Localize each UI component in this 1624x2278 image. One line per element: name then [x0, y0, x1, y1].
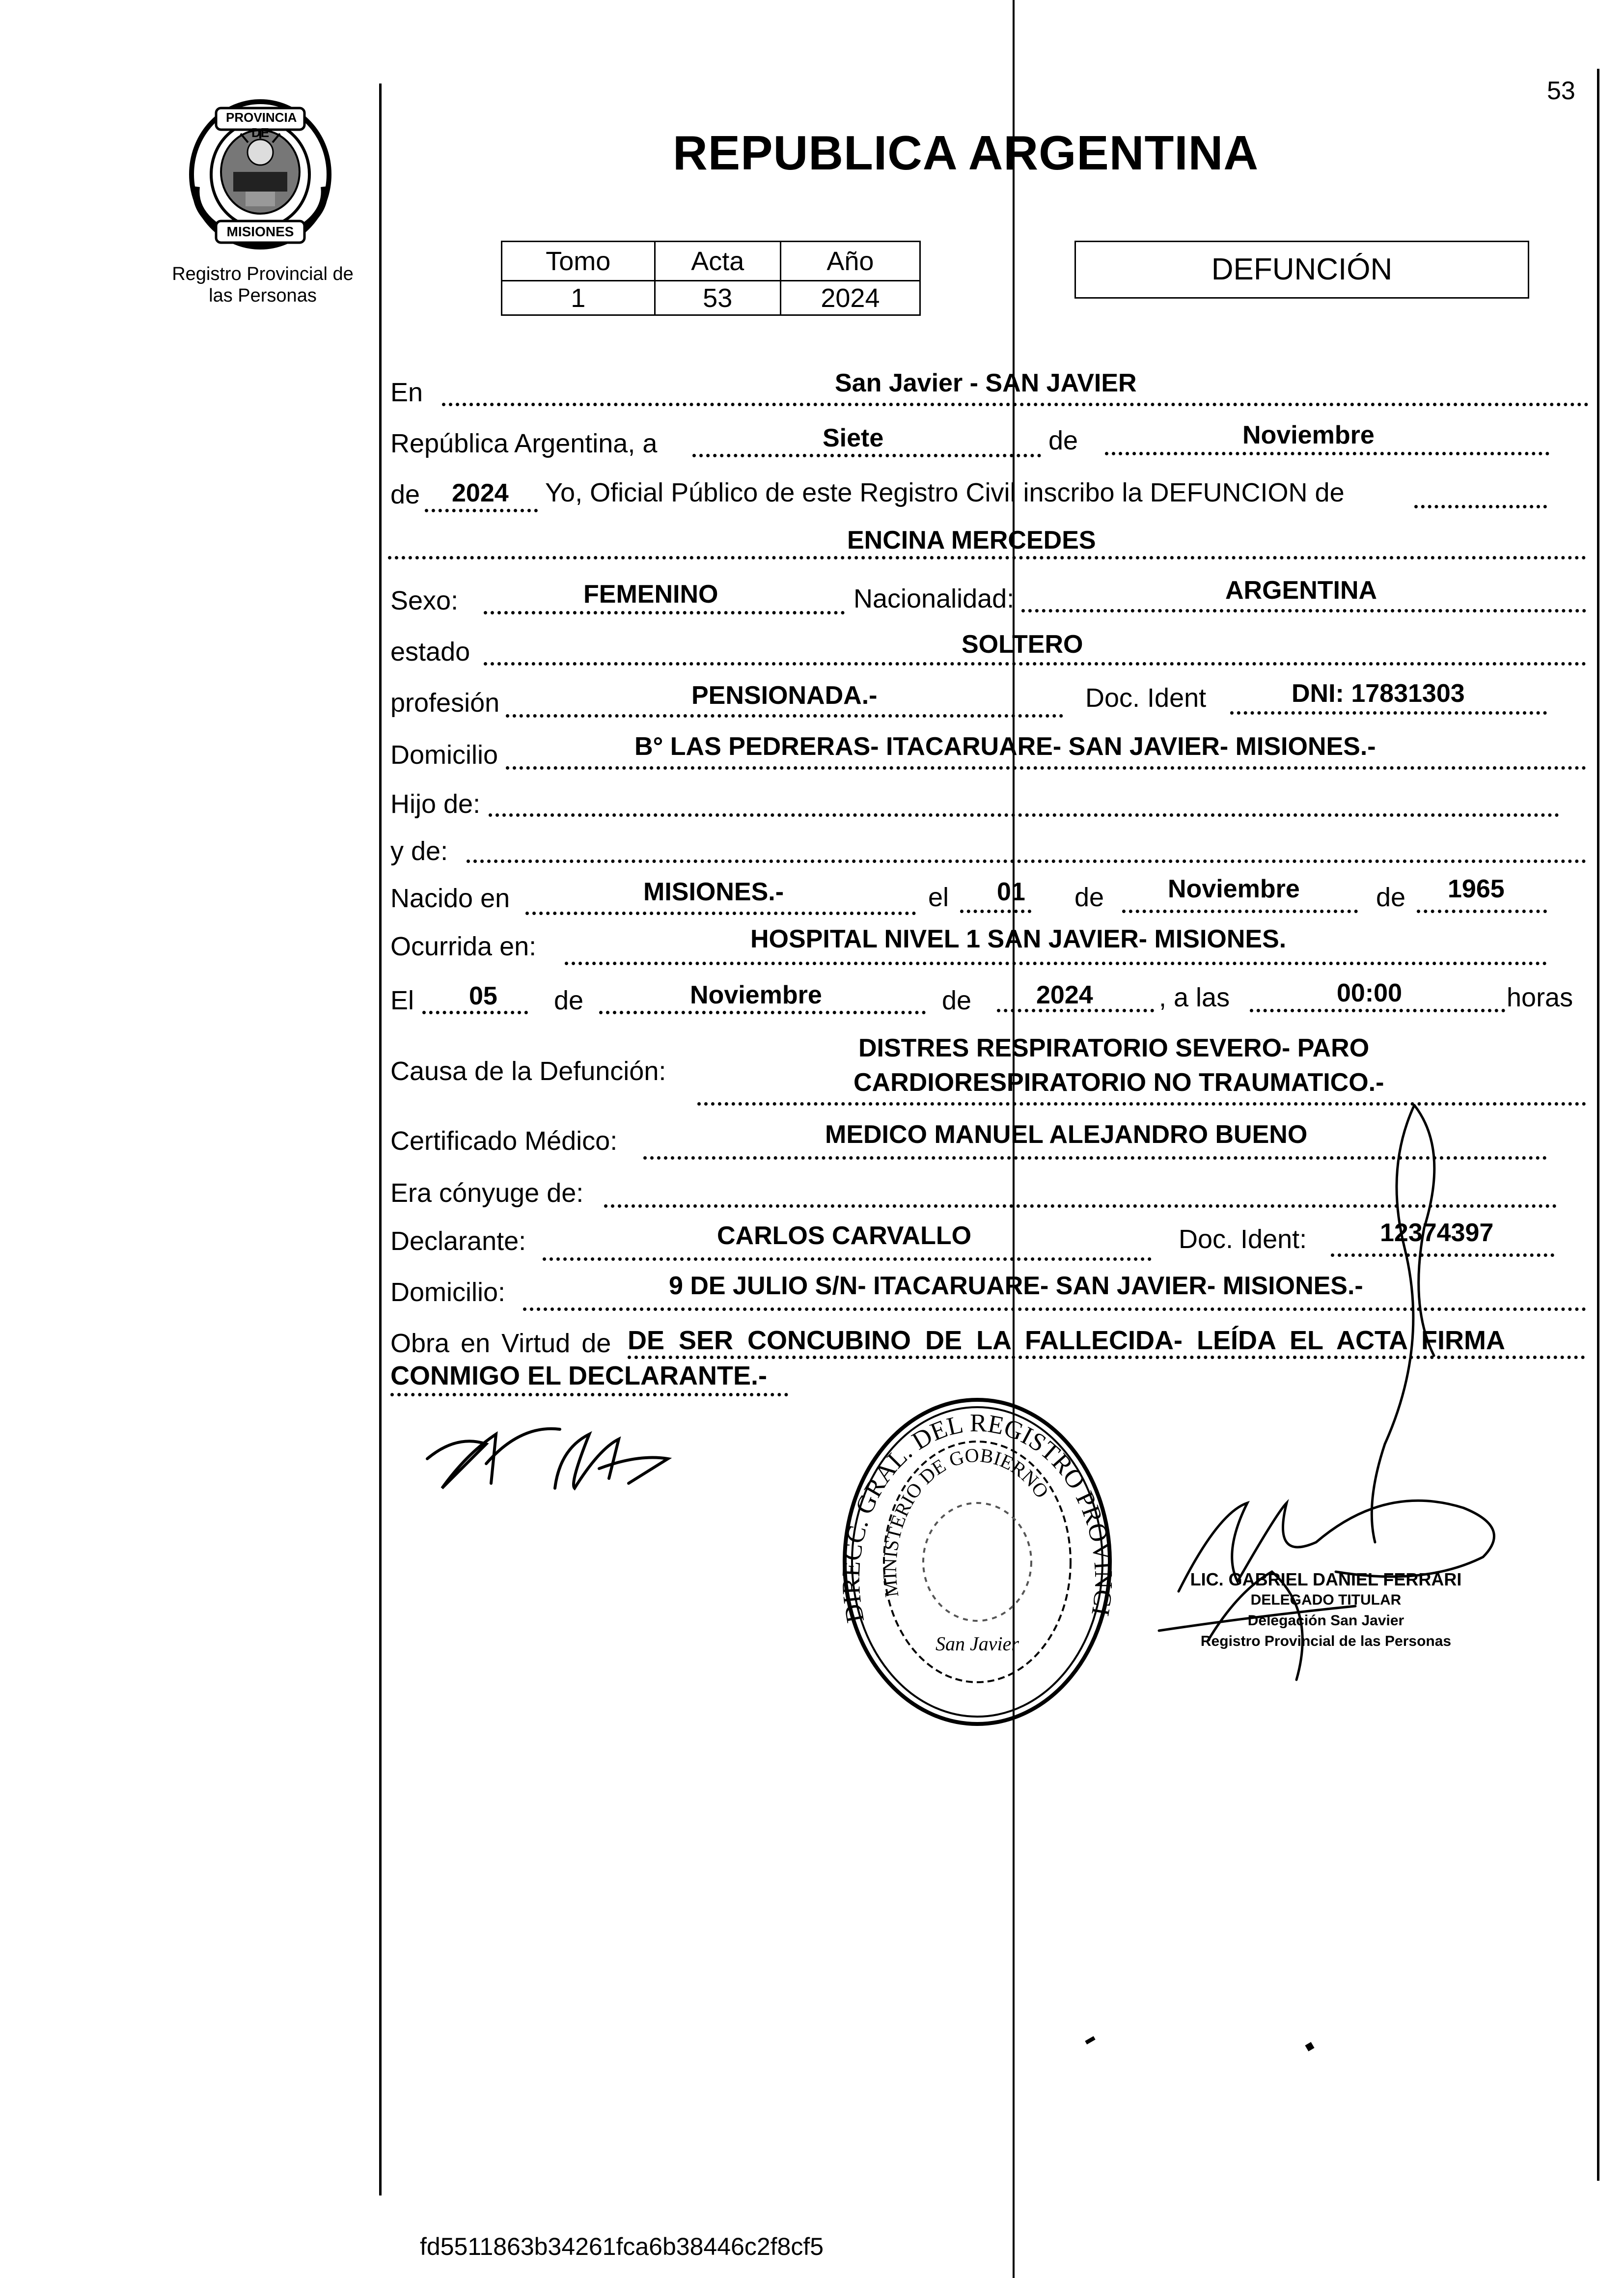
domicilio-label: Domicilio [390, 740, 498, 770]
obra-line1: DE SER CONCUBINO DE LA FALLECIDA- LEÍDA EL ACTA FIRMA [628, 1326, 1505, 1355]
doc-ident-value: DNI: 17831303 [1292, 679, 1465, 708]
table-header-anio: Año [780, 242, 920, 281]
dotted-line [506, 714, 1063, 718]
dotted-line [1105, 452, 1549, 455]
emblem-top-text: PROVINCIA DE [226, 110, 297, 140]
en-label: En [390, 378, 423, 407]
official-office: Delegación San Javier [1247, 1612, 1404, 1629]
registry-label [142, 263, 383, 306]
birth-year-value: 1965 [1448, 875, 1505, 903]
dotted-line [525, 912, 916, 915]
left-margin-line [379, 83, 382, 2195]
registry-line1: Registro Provincial de [172, 264, 354, 284]
de-label: de [554, 986, 584, 1015]
stray-mark [1305, 2042, 1314, 2051]
el-label: el [928, 883, 949, 912]
seal-center-text: San Javier [936, 1633, 1019, 1655]
profesion-value: PENSIONADA.- [691, 681, 878, 710]
ocurrida-label: Ocurrida en: [390, 932, 537, 961]
stray-mark [1085, 2036, 1095, 2045]
day-word-value: Siete [823, 424, 884, 452]
dotted-line [1230, 711, 1547, 715]
officer-text: Yo, Oficial Público de este Registro Civil inscribo la DEFUNCION de [545, 478, 1345, 507]
de-label: de [1048, 426, 1078, 455]
dotted-line [692, 454, 1041, 457]
dotted-line [1414, 505, 1547, 508]
birth-place-value: MISIONES.- [643, 878, 784, 906]
death-month-value: Noviembre [690, 981, 822, 1009]
declarant-signature [413, 1415, 707, 1513]
dotted-line [489, 813, 1559, 817]
dotted-line [442, 403, 1589, 406]
dotted-line [1417, 910, 1547, 913]
sexo-label: Sexo: [390, 586, 459, 615]
registry-line2: las Personas [209, 285, 317, 306]
ocurrida-value: HOSPITAL NIVEL 1 SAN JAVIER- MISIONES. [750, 925, 1287, 953]
month-word-value: Noviembre [1242, 421, 1375, 449]
dotted-line [1021, 609, 1586, 612]
causa-line2: CARDIORESPIRATORIO NO TRAUMATICO.- [853, 1068, 1384, 1097]
profesion-label: profesión [390, 688, 500, 718]
nacionalidad-label: Nacionalidad: [853, 584, 1015, 613]
tomo-value: 1 [502, 281, 655, 315]
svg-text:DIRECC. GRAL. DEL REGISTRO PRO [830, 1385, 1117, 1625]
obra-label: Obra en Virtud de [390, 1329, 611, 1358]
horas-label: horas [1507, 983, 1573, 1012]
declarante-label: Declarante: [390, 1226, 526, 1256]
declarante-doc-value: 12374397 [1380, 1219, 1494, 1247]
official-registry: Registro Provincial de las Personas [1200, 1633, 1452, 1649]
dotted-line [599, 1011, 926, 1014]
estado-value: SOLTERO [962, 630, 1083, 659]
dotted-line [422, 1011, 528, 1014]
sexo-value: FEMENINO [583, 580, 718, 609]
seal-inner-text: MINISTERIO DE GOBIERNO [878, 1444, 1053, 1599]
dotted-line [1250, 1009, 1505, 1012]
record-table [501, 241, 921, 316]
record-type-box: DEFUNCIÓN [1074, 241, 1529, 299]
death-day-value: 05 [469, 982, 497, 1010]
dotted-line [390, 1393, 788, 1396]
dotted-line [425, 509, 538, 512]
dotted-line [960, 910, 1031, 913]
emblem-bottom-text: MISIONES [226, 224, 294, 239]
dotted-line [484, 662, 1586, 666]
doc-ident-label: Doc. Ident [1085, 683, 1207, 713]
conyuge-label: Era cónyuge de: [390, 1178, 584, 1208]
page-number: 53 [1547, 77, 1575, 105]
official-name: LIC. GABRIEL DANIEL FERRARI [1190, 1569, 1462, 1589]
estado-label: estado [390, 637, 470, 667]
death-time-value: 00:00 [1337, 979, 1402, 1007]
birth-day-value: 01 [997, 878, 1025, 906]
declarante-value: CARLOS CARVALLO [717, 1222, 972, 1250]
declarante-doc-label: Doc. Ident: [1179, 1224, 1307, 1254]
y-de-label: y de: [390, 836, 448, 866]
domicilio-value: B° LAS PEDRERAS- ITACARUARE- SAN JAVIER- MISIONES.- [634, 732, 1376, 761]
nacionalidad-value: ARGENTINA [1225, 576, 1377, 605]
de-label: de [1376, 883, 1406, 912]
dotted-line [467, 860, 1586, 863]
republica-label: República Argentina, a [390, 429, 658, 458]
official-seal [830, 1385, 1125, 1739]
obra-line2: CONMIGO EL DECLARANTE.- [390, 1361, 767, 1390]
a-las-label: , a las [1159, 983, 1230, 1012]
de-label: de [942, 986, 972, 1015]
causa-line1: DISTRES RESPIRATORIO SEVERO- PARO [858, 1034, 1370, 1062]
dotted-line [388, 556, 1586, 559]
seal-outer-text: DIRECC. GRAL. DEL REGISTRO PROVINCI [837, 1409, 1118, 1625]
dotted-line [484, 611, 845, 614]
dotted-line [543, 1257, 1152, 1261]
domicilio2-label: Domicilio: [390, 1278, 506, 1307]
acta-value: 53 [655, 281, 780, 315]
place-value: San Javier - SAN JAVIER [835, 369, 1137, 397]
anio-value: 2024 [780, 281, 920, 315]
certificado-value: MEDICO MANUEL ALEJANDRO BUENO [825, 1120, 1308, 1149]
dotted-line [565, 962, 1547, 965]
death-year-value: 2024 [1036, 981, 1093, 1009]
table-header-acta: Acta [655, 242, 780, 281]
province-emblem [187, 98, 334, 250]
birth-month-value: Noviembre [1168, 875, 1300, 903]
de-label: de [390, 480, 420, 509]
dotted-line [506, 766, 1586, 770]
causa-label: Causa de la Defunción: [390, 1056, 666, 1086]
right-margin-line [1597, 69, 1599, 2181]
dotted-line [1122, 910, 1358, 913]
domicilio2-value: 9 DE JULIO S/N- ITACARUARE- SAN JAVIER- MISIONES.- [669, 1272, 1363, 1300]
hijo-de-label: Hijo de: [390, 789, 481, 819]
el-label: El [390, 986, 414, 1015]
nacido-label: Nacido en [390, 884, 510, 913]
official-title: DELEGADO TITULAR [1250, 1592, 1402, 1608]
deceased-name-value: ENCINA MERCEDES [847, 526, 1096, 555]
year-value: 2024 [452, 479, 509, 507]
document-hash: fd5511863b34261fca6b38446c2f8cf5 [420, 2233, 824, 2260]
page-title: REPUBLICA ARGENTINA [673, 126, 1259, 180]
official-stamp [1159, 1569, 1493, 1652]
de-label: de [1074, 883, 1104, 912]
table-header-tomo: Tomo [502, 242, 655, 281]
certificado-label: Certificado Médico: [390, 1126, 618, 1156]
